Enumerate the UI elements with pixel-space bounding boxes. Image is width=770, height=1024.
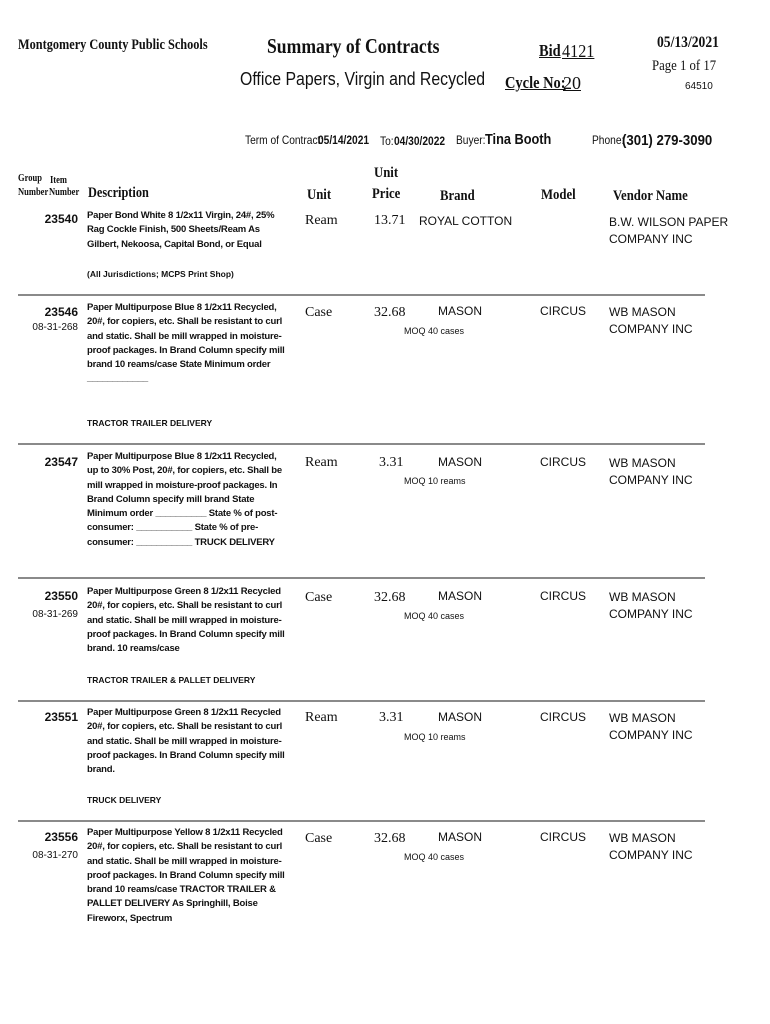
- row-divider: [18, 820, 705, 822]
- col-vendor-name: Vendor Name: [613, 188, 688, 204]
- vendor-name-line1: WB MASON: [609, 590, 676, 604]
- item-moq: MOQ 40 cases: [404, 326, 465, 336]
- vendor-name-line1: WB MASON: [609, 456, 676, 470]
- item-price: 32.68: [374, 831, 406, 846]
- term-start: 05/14/2021: [318, 133, 370, 147]
- item-model: CIRCUS: [540, 455, 587, 469]
- document-title: Summary of Contracts: [267, 34, 440, 58]
- item-unit: Case: [305, 305, 333, 320]
- item-price: 3.31: [379, 710, 404, 725]
- item-brand: ROYAL COTTON: [419, 214, 513, 228]
- item-note: TRACTOR TRAILER DELIVERY: [87, 418, 213, 428]
- buyer-phone: (301) 279-3090: [622, 132, 713, 149]
- item-unit: Case: [305, 590, 333, 605]
- vendor-name-line2: COMPANY INC: [609, 728, 693, 742]
- item-price: 32.68: [374, 590, 406, 605]
- item-description: Paper Multipurpose Blue 8 1/2x11 Recycled, up to 30% Post, 20#, for copiers, etc. Shall be mill wrapped in moisture-proof packages. In Brand Column specify mill brand State Minimum order __________ State % of post-consumer: ___________ State % of pre-consumer: ___________ TRUCK DELIVERY: [87, 451, 282, 548]
- item-moq: MOQ 40 cases: [404, 611, 465, 621]
- item-extension: 08-31-270: [32, 850, 78, 861]
- item-moq: MOQ 40 cases: [404, 852, 465, 862]
- item-price: 32.68: [374, 305, 406, 320]
- item-brand: MASON: [438, 830, 483, 844]
- item-description: Paper Bond White 8 1/2x11 Virgin, 24#, 25% Rag Cockle Finish, 500 Sheets/Ream As Gilbert, Nekoosa, Capital Bond, or Equal: [87, 210, 275, 250]
- vendor-name-line2: COMPANY INC: [609, 848, 693, 862]
- item-number: 23546: [44, 305, 78, 319]
- item-note: TRACTOR TRAILER & PALLET DELIVERY: [87, 675, 256, 685]
- col-brand: Brand: [440, 188, 475, 204]
- item-unit: Ream: [305, 710, 338, 725]
- item-number: 23550: [44, 589, 78, 603]
- item-description: Paper Multipurpose Yellow 8 1/2x11 Recycled 20#, for copiers, etc. Shall be resistant to curl and static. Shall be mill wrapped in moisture-proof packages. In Brand Column specify mill brand 10 reams/case TRACTOR TRAILER & PALLET DELIVERY As Springhill, Boise Fireworx, Spectrum: [87, 827, 285, 924]
- bid-number: 4121: [562, 41, 595, 61]
- item-brand: MASON: [438, 710, 483, 724]
- organization-name: Montgomery County Public Schools: [18, 37, 208, 53]
- item-number: 23547: [44, 455, 78, 469]
- buyer-label: Buyer:: [456, 133, 486, 147]
- col-item-number: Number: [49, 187, 80, 198]
- row-divider: [18, 577, 705, 579]
- row-divider: [18, 443, 705, 445]
- item-number: 23551: [44, 710, 78, 724]
- item-moq: MOQ 10 reams: [404, 476, 466, 486]
- col-group: Group: [18, 173, 42, 184]
- item-number: 23556: [44, 830, 78, 844]
- item-brand: MASON: [438, 304, 483, 318]
- buyer-name: Tina Booth: [485, 131, 552, 148]
- item-brand: MASON: [438, 589, 483, 603]
- col-unit-price-2: Price: [372, 186, 401, 202]
- vendor-name-line2: COMPANY INC: [609, 473, 693, 487]
- cycle-number: 20: [563, 73, 581, 93]
- col-model: Model: [541, 187, 576, 203]
- row-divider: [18, 294, 705, 296]
- item-extension: 08-31-269: [32, 609, 78, 620]
- cycle-label: Cycle No:: [505, 73, 566, 92]
- item-extension: 08-31-268: [32, 322, 78, 333]
- item-note: (All Jurisdictions; MCPS Print Shop): [87, 269, 234, 279]
- col-description: Description: [88, 185, 149, 201]
- vendor-name-line1: WB MASON: [609, 711, 676, 725]
- document-subtitle: Office Papers, Virgin and Recycled: [240, 69, 486, 89]
- col-group-number: Number: [18, 187, 49, 198]
- item-unit: Ream: [305, 455, 338, 470]
- report-date: 05/13/2021: [657, 34, 719, 51]
- term-to-label: To:: [380, 134, 394, 148]
- item-description: Paper Multipurpose Green 8 1/2x11 Recycled 20#, for copiers, etc. Shall be resistant to curl and static. Shall be mill wrapped in moisture-proof packages. In Brand Column specify mill brand.: [87, 707, 285, 776]
- term-end: 04/30/2022: [394, 134, 446, 148]
- item-note: TRUCK DELIVERY: [87, 795, 162, 805]
- page-indicator: Page 1 of 17: [652, 58, 717, 74]
- report-code: 64510: [685, 81, 713, 92]
- vendor-name-line2: COMPANY INC: [609, 607, 693, 621]
- item-description: Paper Multipurpose Blue 8 1/2x11 Recycled, 20#, for copiers, etc. Shall be resistant to curl and static. Shall be mill wrapped in moisture-proof packages. In Brand Column specify mill brand 10 reams/case State Minimum order ____________: [87, 302, 285, 385]
- item-price: 13.71: [374, 213, 406, 228]
- item-unit: Case: [305, 831, 333, 846]
- item-price: 3.31: [379, 455, 404, 470]
- vendor-name-line2: COMPANY INC: [609, 322, 693, 336]
- col-unit-price-1: Unit: [374, 165, 399, 181]
- item-unit: Ream: [305, 213, 338, 228]
- vendor-name-line1: WB MASON: [609, 831, 676, 845]
- item-model: CIRCUS: [540, 304, 587, 318]
- item-number: 23540: [44, 212, 78, 226]
- phone-label: Phone:: [592, 133, 625, 147]
- row-divider: [18, 700, 705, 702]
- item-brand: MASON: [438, 455, 483, 469]
- col-unit: Unit: [307, 187, 332, 203]
- item-moq: MOQ 10 reams: [404, 732, 466, 742]
- vendor-name-line1: B.W. WILSON PAPER: [609, 215, 729, 229]
- vendor-name-line2: COMPANY INC: [609, 232, 693, 246]
- vendor-name-line1: WB MASON: [609, 305, 676, 319]
- col-item: Item: [50, 175, 67, 186]
- item-model: CIRCUS: [540, 710, 587, 724]
- bid-label: Bid: [539, 41, 561, 60]
- item-model: CIRCUS: [540, 589, 587, 603]
- item-model: CIRCUS: [540, 830, 587, 844]
- item-description: Paper Multipurpose Green 8 1/2x11 Recycled 20#, for copiers, etc. Shall be resistant to curl and static. Shall be mill wrapped in moisture-proof packages. In Brand Column specify mill brand. 10 reams/case: [87, 586, 285, 655]
- term-label: Term of Contract:: [245, 133, 324, 147]
